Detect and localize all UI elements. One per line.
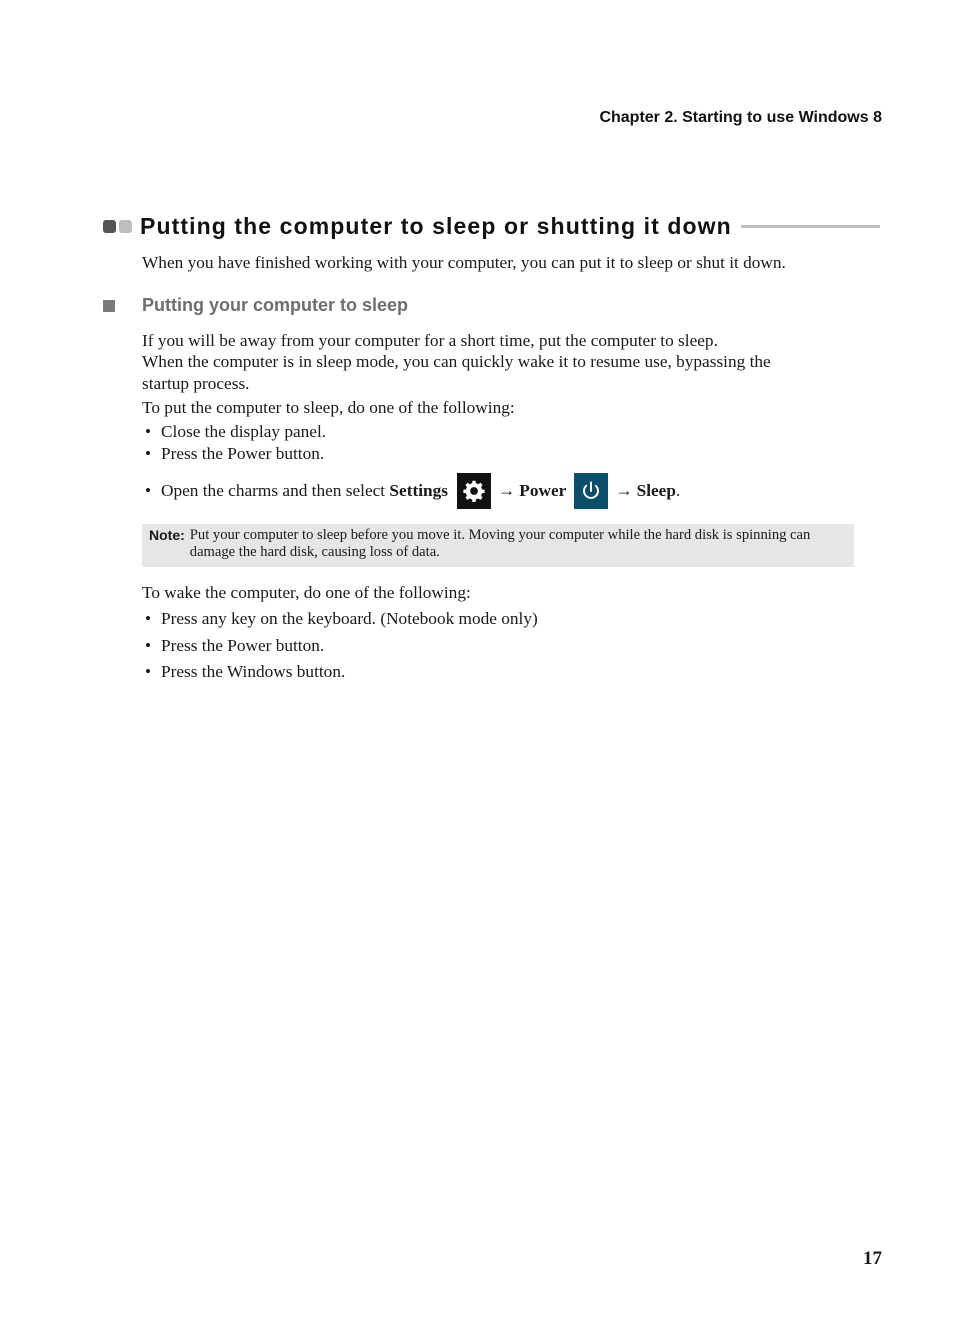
list-item: • Press the Windows button. [145, 662, 346, 681]
list-item-text: Press the Windows button. [161, 662, 346, 681]
note-box [142, 524, 854, 567]
gear-icon [457, 473, 491, 509]
power-label: Power [519, 481, 567, 500]
charms-prefix: Open the charms and then select [161, 481, 390, 500]
dark-square-icon [103, 220, 116, 233]
arrow-icon: → [498, 481, 516, 500]
settings-label: Settings [389, 481, 448, 500]
section-title: Putting the computer to sleep or shutting it down [140, 212, 732, 239]
subsection-title: Putting your computer to sleep [142, 295, 409, 315]
list-item: • Close the display panel. [145, 422, 327, 441]
list-item-text: Press any key on the keyboard. (Notebook mode only) [161, 609, 538, 628]
paragraph-away: If you will be away from your computer for a short time, put the computer to sleep. [142, 331, 718, 350]
arrow-icon: → [615, 481, 633, 500]
section-heading [103, 211, 880, 241]
list-item-text: Close the display panel. [161, 422, 327, 441]
heading-bullet-icons [103, 220, 132, 233]
heading-rule [741, 225, 880, 228]
list-item: • Press the Power button. [145, 636, 325, 655]
note-text: Put your computer to sleep before you move it. Moving your computer while the hard disk is spinning can damage the hard disk, causing loss of data. [189, 527, 811, 560]
note-label: Note: [149, 527, 185, 543]
chapter-header: Chapter 2. Starting to use Windows 8 [599, 109, 882, 126]
charms-period: . [675, 481, 681, 500]
section-intro: When you have finished working with your computer, you can put it to sleep or shut it down. [142, 253, 786, 272]
square-bullet-icon [103, 300, 115, 312]
subsection-heading [103, 295, 408, 316]
list-item: • Press the Power button. [145, 444, 325, 463]
power-icon [574, 473, 608, 509]
list-item-text: Press the Power button. [161, 444, 325, 463]
paragraph-sleep-howto: To put the computer to sleep, do one of the following: [142, 398, 515, 417]
list-item: • Press any key on the keyboard. (Notebook mode only) [145, 609, 538, 628]
page-number: 17 [863, 1248, 882, 1269]
light-square-icon [119, 220, 132, 233]
sleep-label: Sleep [636, 481, 676, 500]
paragraph-sleep-mode-line1: When the computer is in sleep mode, you can quickly wake it to resume use, bypassing the [142, 352, 771, 371]
paragraph-wake-howto: To wake the computer, do one of the following: [142, 583, 471, 602]
list-item-charms: • Open the charms and then select Settings → Power → Sleep . [145, 472, 680, 510]
list-item-text: Press the Power button. [161, 636, 325, 655]
paragraph-sleep-mode-line2: startup process. [142, 374, 250, 393]
